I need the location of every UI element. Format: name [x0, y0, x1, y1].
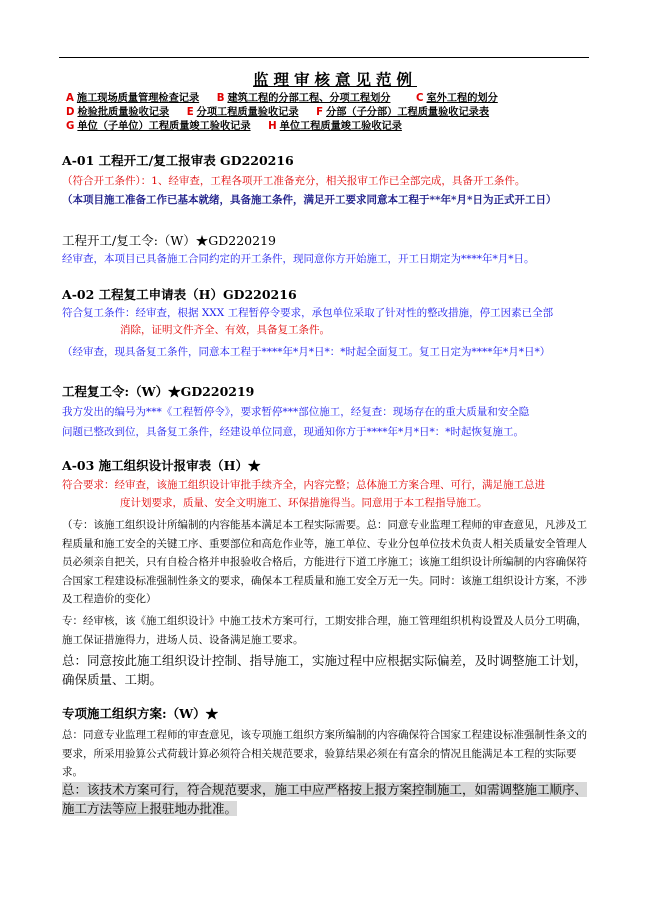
link-row	[66, 120, 586, 134]
a03-para1: （专：该施工组织设计所编制的内容能基本满足本工程实际需要。总：同意专业监理工程师的审查意见，凡涉及工程质量和施工安全的关键工序、重要部位和高危作业等，施工单位、专业分包单位技术负责人相关质量安全管理人员必须亲自把关，只有自检合格并申报验收合格后，方能进行下道工序施工；该施工组织设计所编制的内容确保符合国家工程建设标准强制性条文的要求，确保本工程质量和施工安全万无一失。同时：该施工组织设计方案，不涉及工程造价的变化）	[62, 519, 587, 605]
page-title: 监理审核意见范例	[252, 71, 417, 89]
link-item[interactable]: 分项工程质量验收记录	[196, 107, 299, 118]
start-order-heading-text: 工程开工/复工令:（W）★GD220219	[62, 233, 276, 248]
link-item[interactable]: 室外工程的划分	[426, 93, 498, 104]
a02-line1	[62, 305, 592, 321]
section-heading-a01: A-01 工程开工/复工报审表 GD220216	[62, 153, 294, 168]
link-item[interactable]: 施工现场质量管理检查记录	[76, 93, 200, 104]
link-letter: B	[216, 93, 225, 104]
link-item[interactable]: 建筑工程的分部工程、分项工程划分	[227, 93, 391, 104]
link-letter: H	[268, 121, 277, 132]
special-para1: 总：同意专业监理工程师的审查意见，该专项施工组织方案所编制的内容确保符合国家工程建设标准强制性条文的要求，所采用验算公式荷载计算必须符合相关规范要求，验算结果必须在有富余的情况且能满足本工程的实际要求。	[62, 729, 587, 778]
section-heading-start-order	[62, 231, 592, 249]
header-rule	[59, 57, 589, 58]
special-para2	[62, 780, 590, 818]
link-item[interactable]: 单位工程质量竣工验收记录	[279, 121, 402, 132]
section-heading-a03: A-03 施工组织设计报审表（H）★	[62, 458, 261, 473]
link-letter: A	[66, 93, 74, 104]
a01-line1: （符合开工条件）：1、经审查，工程各项开工准备充分，相关报审工作已全部完成，具备开工条件。	[62, 175, 526, 187]
a02-line1-text: 符合复工条件：经审查，根据 XXX 工程暂停令要求，承包单位采取了针对性的整改措施，停工因素已全部	[62, 307, 554, 319]
link-letter: E	[186, 107, 194, 118]
link-row	[66, 106, 586, 120]
link-row	[66, 92, 586, 106]
a01-line2: （本项目施工准备工作已基本就绪，具备施工条件，满足开工要求同意本工程于**年*月*日为正式开工日）	[62, 194, 557, 206]
special-para2-text: 总：该技术方案可行，符合规范要求，施工中应严格按上报方案控制施工，如需调整施工顺序、施工方法等应上报驻地办批准。	[62, 782, 588, 816]
section-heading-resume-order: 工程复工令:（W）★GD220219	[62, 384, 255, 399]
section-heading-a02: A-02 工程复工申请表（H）GD220216	[62, 287, 297, 302]
start-order-line1: 经审查，本项目已具备施工合同约定的开工条件，现同意你方开始施工，开工日期定为****年*月*日。	[62, 253, 535, 265]
a03-line2: 度计划要求，质量、安全文明施工、环保措施得当。同意用于本工程指导施工。	[120, 497, 488, 509]
section-heading-special: 专项施工组织方案:（W）★	[62, 706, 219, 721]
a02-line3: （经审查，现具备复工条件，同意本工程于****年*月*日*：*时起全面复工。复工日定为****年*月*日*）	[62, 346, 551, 358]
link-item[interactable]: 单位（子单位）工程质量竣工验收记录	[77, 121, 251, 132]
resume-order-line2: 问题已整改到位，具备复工条件，经建设单位同意，现通知你方于****年*月*日*：*时起恢复施工。	[62, 426, 524, 438]
a02-line2: 消除，证明文件齐全、有效，具备复工条件。	[120, 324, 330, 336]
a03-para2: 专：经审核，该《施工组织设计》中施工技术方案可行，工期安排合理，施工管理组织机构设置及人员分工明确，施工保证措施得力，进场人员、设备满足施工要求。	[62, 615, 587, 646]
link-letter: F	[316, 107, 324, 118]
link-item[interactable]: 分部（子分部）工程质量验收记录表	[326, 107, 490, 118]
resume-order-line1: 我方发出的编号为***《工程暂停令》，要求暂停***部位施工，经复查：现场存在的重大质量和安全隐	[62, 406, 530, 418]
category-links	[66, 92, 586, 134]
link-letter: D	[66, 107, 75, 118]
link-letter: G	[66, 121, 75, 132]
a03-line1: 符合要求：经审查，该施工组织设计审批手续齐全，内容完整；总体施工方案合理、可行，满足施工总进	[62, 479, 545, 491]
a03-para3: 总：同意按此施工组织设计控制、指导施工，实施过程中应根据实际偏差，及时调整施工计划，确保质量、工期。	[62, 653, 588, 687]
link-letter: C	[416, 93, 424, 104]
link-item[interactable]: 检验批质量验收记录	[77, 107, 170, 118]
